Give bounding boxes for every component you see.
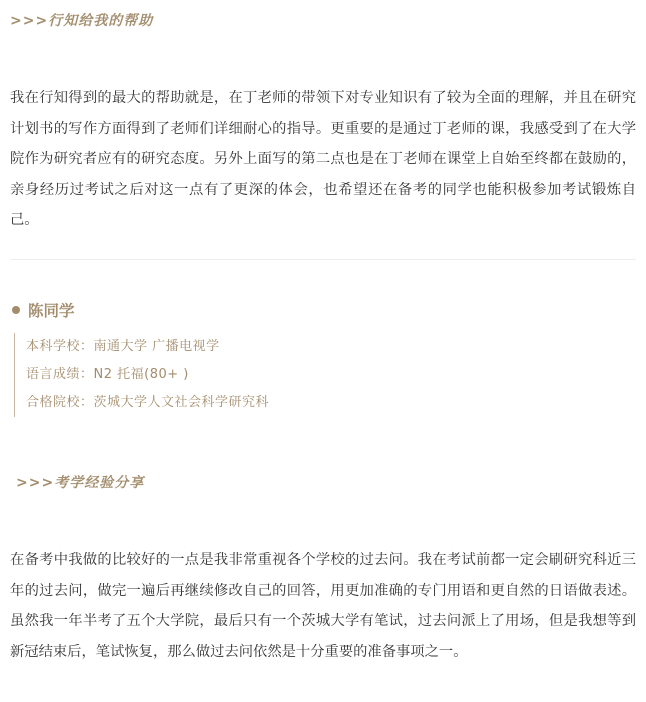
student-name: 陈同学 [28, 302, 75, 320]
admitted-school-line: 合格院校：茨城大学人文社会科学研究科 [26, 395, 270, 410]
undergrad-school-line: 本科学校：南通大学 广播电视学 [26, 339, 220, 354]
help-paragraph: 我在行知得到的最大的帮助就是，在丁老师的带领下对专业知识有了较为全面的理解，并且在研究计划书的写作方面得到了老师们详细耐心的指导。更重要的是通过丁老师的课，我感受到了在大学院作为研究者应有的研究态度。另外上面写的第二点也是在丁老师在课堂上自始至终都在鼓励的，亲身经历过考试之后对这一点有了更深的体会，也希望还在备考的同学也能积极参加考试锻炼自己。 [10, 90, 636, 228]
experience-paragraph: 在备考中我做的比较好的一点是我非常重视各个学校的过去问。我在考试前都一定会刷研究科近三年的过去问，做完一遍后再继续修改自己的回答，用更加准确的专门用语和更自然的日语做表述。虽然我一年半考了五个大学院，最后只有一个茨城大学有笔试，过去问派上了用场，但是我想等到新冠结束后，笔试恢复，那么做过去问依然是十分重要的准备事项之一。 [10, 552, 636, 660]
section-divider [10, 259, 636, 260]
bullet-dot-icon [12, 306, 20, 314]
student-info-block [14, 333, 269, 417]
section-heading-help: >>>行知给我的帮助 [10, 13, 154, 29]
student-name-row [12, 299, 75, 321]
section-heading-experience: >>>考学经验分享 [16, 475, 145, 491]
language-score-line: 语言成绩：N2 托福(80+ ) [26, 367, 189, 382]
